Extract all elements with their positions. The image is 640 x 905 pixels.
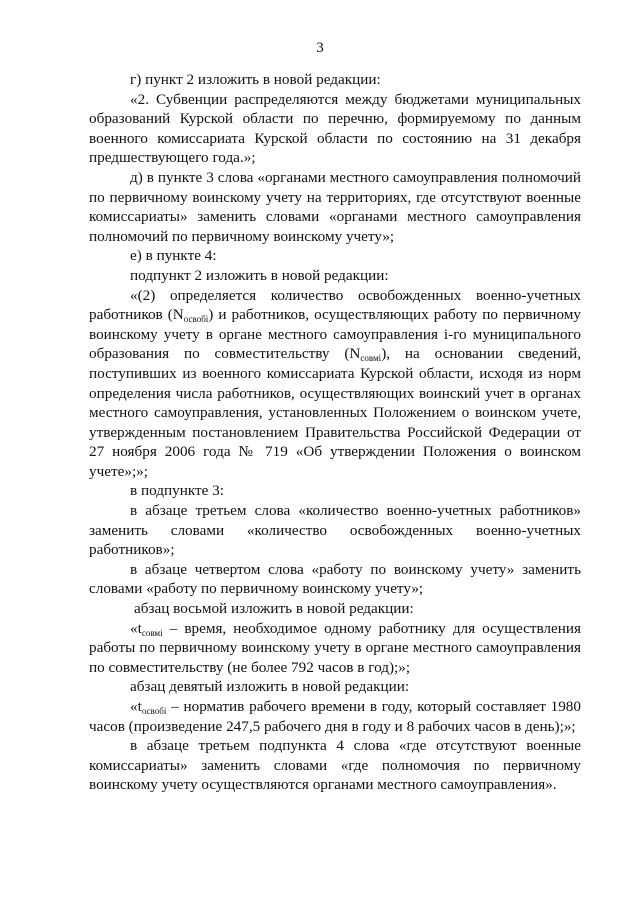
- paragraph-abzac-3: в абзаце третьем слова «количество военно-учетных работников» заменить словами «количество освобожденных военно-учетных работников»;: [89, 502, 581, 559]
- paragraph-formula-t-osvob: [89, 697, 581, 736]
- subscript-sovm: совмi: [141, 627, 163, 638]
- text-segment: «(2) определяется количество освобожденных военно-учетных работников (N: [89, 286, 581, 324]
- paragraph-subitem-3-heading: в подпункте 3:: [130, 482, 224, 500]
- paragraph-item-g: г) пункт 2 изложить в новой редакции:: [130, 71, 381, 88]
- paragraph-abzac-4: в абзаце четвертом слова «работу по воинскому учету» заменить словами «работу по первичному воинскому учету»;: [89, 560, 581, 598]
- text-segment: «t: [130, 698, 142, 715]
- text-segment: ) и работников, осуществляющих работу по первичному воинскому учету в органе местного самоуправления i-го муниципального образования по совместительству (N: [89, 306, 581, 363]
- subscript-osvob: освобi: [183, 314, 209, 325]
- paragraph-subitem-2-heading: подпункт 2 изложить в новой редакции:: [130, 266, 389, 284]
- document-body: [89, 70, 581, 795]
- paragraph-quote-subventions: «2. Субвенции распределяются между бюджетами муниципальных образований Курской области по перечню, формируемому по данным военного комиссариата Курской области по состоянию на 31 декабря предшествующего года.»;: [89, 90, 581, 167]
- subscript-osvob: освобi: [141, 706, 167, 716]
- paragraph-item-d: д) в пункте 3 слова «органами местного самоуправления полномочий по первичному воинскому учету на территориях, где отсутствуют военные комиссариаты» заменить словами «органами местного самоуправления полномочий по первичному воинскому учету»;: [89, 168, 581, 245]
- paragraph-item-e: е) в пункте 4:: [130, 247, 217, 265]
- text-segment: «t: [130, 619, 142, 637]
- text-segment: ), на основании сведений, поступивших из военного комиссариата Курской области, исходя из норм определения числа работников, осуществляющих воинский учет в органах местного самоуправления, установленных Положением о воинском учете, утвержденным постановлением Правительства Российской Федерации от 27 ноября 2006 года № 719 «Об утверждении Положения о воинском учете»;»;: [89, 345, 581, 480]
- paragraph-abzac-8-heading: абзац восьмой изложить в новой редакции:: [134, 600, 414, 618]
- paragraph-subitem-4: в абзаце третьем подпункта 4 слова «где отсутствуют военные комиссариаты» заменить словами «где полномочия по первичному воинскому учету осуществляются органами местного самоуправления».: [89, 737, 581, 794]
- paragraph-subitem-2-text: [89, 286, 581, 482]
- paragraph-abzac-9-heading: абзац девятый изложить в новой редакции:: [130, 678, 410, 696]
- text-segment: – время, необходимое одному работнику для осуществления работы по первичному воинскому учету в органе местного самоуправления по совместительству (не более 792 часов в год);»;: [89, 619, 581, 676]
- page-number: 3: [316, 40, 324, 56]
- text-segment: – норматив рабочего времени в году, который составляет 1980 часов (произведение 247,5 рабочего дня в году и 8 рабочих часов в день);»;: [89, 698, 581, 735]
- paragraph-formula-t-sovm: [89, 619, 581, 678]
- subscript-sovm: совмi: [360, 353, 382, 364]
